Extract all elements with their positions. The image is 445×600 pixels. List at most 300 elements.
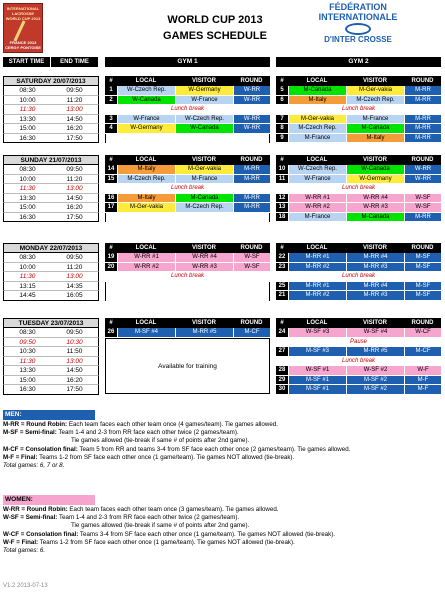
local-team: M-Ger-vakia bbox=[288, 115, 346, 124]
game-row bbox=[276, 175, 441, 185]
visitor-col: VISITOR bbox=[192, 320, 216, 326]
legend-line: Tie games allowed (tie-break if same # of points after 2nd game). bbox=[71, 437, 250, 445]
break-row: Lunch break bbox=[341, 106, 376, 112]
end-time: 09:50 bbox=[66, 254, 83, 261]
local-team: W-RR #2 bbox=[117, 263, 175, 272]
empty-slot bbox=[105, 291, 270, 301]
time-row bbox=[3, 328, 99, 338]
legend-line: W-CF = Consolation final: Teams 3-4 from SF face each other once (1 game/team). Tie games NOT allowed (tie-break). bbox=[3, 530, 335, 538]
round-label: M-RR bbox=[404, 115, 441, 124]
time-row bbox=[3, 124, 99, 134]
federation-line-1: FÉDÉRATION bbox=[329, 2, 387, 12]
visitor-team: M-France bbox=[175, 175, 233, 184]
game-number: 30 bbox=[276, 385, 288, 394]
game-number: 9 bbox=[276, 134, 288, 143]
round-col: ROUND bbox=[240, 320, 263, 326]
federation-line-2: INTERNATIONALE bbox=[318, 12, 398, 22]
times-header bbox=[3, 57, 99, 67]
visitor-col: VISITOR bbox=[363, 245, 387, 251]
local-col: LOCAL bbox=[135, 78, 157, 84]
time-row bbox=[3, 115, 99, 125]
local-col: LOCAL bbox=[306, 320, 328, 326]
local-team: W-SF #3 bbox=[288, 328, 346, 337]
time-row bbox=[3, 203, 99, 213]
end-time: 14:35 bbox=[66, 282, 83, 290]
visitor-team: M-RR #5 bbox=[346, 347, 404, 356]
round-label: M-RR bbox=[233, 175, 270, 184]
local-col: LOCAL bbox=[306, 245, 328, 251]
game-row bbox=[276, 165, 441, 175]
end-time: 14:50 bbox=[66, 194, 83, 202]
round-label: W-RR bbox=[233, 115, 270, 124]
start-time: 08:30 bbox=[19, 329, 36, 336]
round-label: W-SF bbox=[404, 194, 441, 203]
end-time: 09:50 bbox=[66, 166, 83, 173]
round-label: M-RR bbox=[404, 134, 441, 143]
round-label: W-RR bbox=[233, 86, 270, 95]
game-number: 23 bbox=[276, 263, 288, 272]
end-time: 09:50 bbox=[66, 87, 83, 94]
end-time: 11:50 bbox=[66, 348, 83, 355]
round-label: W-RR bbox=[404, 165, 441, 174]
local-team: M-Ger-vakia bbox=[117, 203, 175, 212]
gym1-column-header bbox=[105, 318, 270, 328]
game-number: 28 bbox=[276, 366, 288, 375]
end-time: 10:30 bbox=[66, 338, 83, 346]
local-team: W-France bbox=[288, 175, 346, 184]
local-team: W-Czech Rep. bbox=[288, 165, 346, 174]
end-time: 16:20 bbox=[66, 125, 83, 132]
break-row: Pause bbox=[349, 338, 367, 345]
lacrosse-stick-icon bbox=[13, 20, 25, 41]
break-row: Lunch break bbox=[170, 185, 205, 191]
game-number: 12 bbox=[276, 194, 288, 203]
num-col: # bbox=[109, 245, 113, 251]
local-team: M-RR #1 bbox=[288, 253, 346, 262]
end-time: 13:00 bbox=[66, 273, 83, 280]
end-time: 17:50 bbox=[66, 134, 83, 142]
round-label: M-CF bbox=[233, 328, 270, 337]
start-time: 15:00 bbox=[19, 204, 36, 211]
start-time: 15:00 bbox=[19, 125, 36, 132]
end-time: 09:50 bbox=[66, 329, 83, 336]
game-number: 20 bbox=[105, 263, 117, 272]
visitor-col: VISITOR bbox=[192, 245, 216, 251]
legend-line: W-F = Final: Teams 1-2 from SF face each other once (1 game/team). Tie games NOT allowed (tie-break). bbox=[3, 538, 295, 546]
game-number: 19 bbox=[105, 253, 117, 262]
end-time: 11:20 bbox=[66, 96, 83, 104]
visitor-team: W-France bbox=[175, 96, 233, 105]
day-title: SUNDAY 21/07/2013 bbox=[3, 155, 99, 165]
logo-left-top-text: INTERNATIONAL LACROSSE WORLD CUP 2013 bbox=[5, 6, 41, 21]
local-team: M-Czech Rep. bbox=[288, 124, 346, 133]
end-time: 16:20 bbox=[66, 204, 83, 211]
legend-line: M-CF = Consolation final: Team 5 from RR and teams 3-4 from SF face each other once (2 games/team). Tie games allowed. bbox=[3, 445, 351, 453]
local-team: M-RR #2 bbox=[288, 263, 346, 272]
visitor-team: M-RR #5 bbox=[175, 328, 233, 337]
game-number: 3 bbox=[105, 115, 117, 124]
visitor-team: W-RR #4 bbox=[346, 194, 404, 203]
end-time: 11:20 bbox=[66, 263, 83, 271]
game-row bbox=[276, 253, 441, 263]
start-time: 11:30 bbox=[19, 357, 36, 365]
game-row bbox=[105, 175, 270, 185]
game-number: 26 bbox=[105, 328, 117, 337]
game-row bbox=[276, 86, 441, 96]
legend-line: W-RR = Round Robin: Each team faces each other team once (3 games/team). Tie games allowed. bbox=[3, 506, 279, 513]
end-time: 16:20 bbox=[66, 376, 83, 384]
time-row bbox=[3, 175, 99, 185]
game-number: 16 bbox=[105, 194, 117, 203]
time-column bbox=[3, 243, 99, 301]
game-row bbox=[105, 328, 270, 338]
visitor-team: M-Ger-vakia bbox=[346, 86, 404, 95]
game-number: 2 bbox=[105, 96, 117, 105]
visitor-team: W-RR #4 bbox=[175, 253, 233, 262]
start-time: 11:30 bbox=[19, 106, 36, 113]
start-time: 13:15 bbox=[19, 282, 36, 290]
round-label: M-F bbox=[404, 385, 441, 394]
visitor-team: M-Canada bbox=[346, 124, 404, 133]
day-title: MONDAY 22/07/2013 bbox=[3, 243, 99, 253]
gym1-block bbox=[105, 155, 270, 222]
round-col: ROUND bbox=[411, 78, 434, 84]
visitor-team: M-Czech Rep. bbox=[346, 96, 404, 105]
start-time: 10:30 bbox=[19, 348, 36, 355]
game-row bbox=[276, 96, 441, 106]
round-label: M-SF bbox=[404, 291, 441, 300]
game-row bbox=[105, 194, 270, 204]
time-row bbox=[3, 366, 99, 376]
round-label: M-F bbox=[404, 376, 441, 385]
game-number: 25 bbox=[276, 282, 288, 291]
end-time: 14:50 bbox=[66, 115, 83, 123]
round-label: M-CF bbox=[404, 347, 441, 356]
training-note: Available for training bbox=[105, 338, 270, 394]
time-row bbox=[3, 165, 99, 175]
day-title: SATURDAY 20/07/2013 bbox=[3, 76, 99, 86]
round-col: ROUND bbox=[411, 157, 434, 163]
visitor-team: M-RR #3 bbox=[346, 263, 404, 272]
visitor-col: VISITOR bbox=[192, 157, 216, 163]
round-label: M-RR bbox=[404, 96, 441, 105]
gym2-header: GYM 2 bbox=[276, 57, 441, 67]
break-row: Lunch break bbox=[341, 273, 376, 279]
end-time: 17:50 bbox=[66, 213, 83, 221]
visitor-team: M-Ger-vakia bbox=[175, 165, 233, 174]
gym2-column-header bbox=[276, 243, 441, 253]
visitor-team: M-RR #4 bbox=[346, 253, 404, 262]
round-col: ROUND bbox=[240, 78, 263, 84]
visitor-team: M-Czech Rep. bbox=[175, 203, 233, 212]
gym2-block bbox=[276, 318, 441, 395]
round-label: M-SF bbox=[404, 253, 441, 262]
women-section-title: WOMEN: bbox=[3, 495, 95, 505]
legend-line: M-F = Final: Teams 1-2 from SF face each other once (1 game/team). Tie games NOT allowed (tie-break). bbox=[3, 453, 295, 461]
world-cup-logo bbox=[3, 3, 43, 53]
gym1-column-header bbox=[105, 155, 270, 165]
game-number: 22 bbox=[276, 253, 288, 262]
game-row bbox=[105, 86, 270, 96]
gym2-column-header bbox=[276, 155, 441, 165]
end-time: 14:50 bbox=[66, 367, 83, 374]
visitor-team: W-Canada bbox=[346, 165, 404, 174]
women-legend bbox=[3, 506, 443, 555]
local-col: LOCAL bbox=[135, 157, 157, 163]
game-number: 4 bbox=[105, 124, 117, 133]
gym1-block bbox=[105, 76, 270, 143]
time-column bbox=[3, 76, 99, 143]
game-number: 7 bbox=[276, 115, 288, 124]
title-line-1: WORLD CUP 2013 bbox=[167, 14, 263, 26]
visitor-team: W-Czech Rep. bbox=[175, 115, 233, 124]
start-time: 13:30 bbox=[19, 115, 36, 123]
round-col: ROUND bbox=[240, 157, 263, 163]
logo-left-bottom-text: FRANCE 2013 CERGY PONTOISE bbox=[5, 40, 41, 50]
time-row bbox=[3, 263, 99, 273]
num-col: # bbox=[109, 157, 113, 163]
empty-slot bbox=[105, 134, 270, 144]
visitor-team: W-Germany bbox=[175, 86, 233, 95]
start-time: 08:30 bbox=[19, 87, 36, 94]
round-label: W-RR bbox=[404, 175, 441, 184]
end-time: 16:05 bbox=[66, 292, 83, 299]
time-row bbox=[3, 194, 99, 204]
local-team: W-France bbox=[117, 115, 175, 124]
gym1-column-header bbox=[105, 76, 270, 86]
round-label: M-RR bbox=[404, 213, 441, 222]
round-label: W-RR bbox=[233, 124, 270, 133]
game-row bbox=[276, 263, 441, 273]
local-team: W-Germany bbox=[117, 124, 175, 133]
round-label: W-RR bbox=[233, 96, 270, 105]
gym1-header: GYM 1 bbox=[105, 57, 270, 67]
game-row bbox=[105, 115, 270, 125]
break-row: Lunch break bbox=[170, 273, 205, 279]
visitor-team: M-Canada bbox=[175, 194, 233, 203]
local-team: W-SF #1 bbox=[288, 366, 346, 375]
time-row bbox=[3, 291, 99, 301]
game-row bbox=[276, 291, 441, 301]
time-row bbox=[3, 272, 99, 282]
game-row bbox=[276, 366, 441, 376]
visitor-col: VISITOR bbox=[363, 157, 387, 163]
start-time: 11:30 bbox=[19, 185, 36, 192]
visitor-team: W-SF #4 bbox=[346, 328, 404, 337]
num-col: # bbox=[280, 157, 284, 163]
visitor-team: M-Canada bbox=[346, 213, 404, 222]
game-row bbox=[276, 347, 441, 357]
start-time: 10:00 bbox=[19, 96, 36, 104]
round-label: W-SF bbox=[404, 203, 441, 212]
game-number: 1 bbox=[105, 86, 117, 95]
time-row bbox=[3, 338, 99, 348]
end-time: 13:00 bbox=[66, 185, 83, 192]
local-team: W-RR #2 bbox=[288, 203, 346, 212]
local-team: M-France bbox=[288, 134, 346, 143]
local-col: LOCAL bbox=[135, 320, 157, 326]
legend-total: Total games: 6, 7 or 8. bbox=[3, 462, 65, 470]
men-legend bbox=[3, 421, 443, 470]
local-team: W-RR #1 bbox=[288, 194, 346, 203]
local-team: M-RR #1 bbox=[288, 282, 346, 291]
start-time: 08:30 bbox=[19, 166, 36, 173]
game-row bbox=[276, 203, 441, 213]
game-number: 24 bbox=[276, 328, 288, 337]
num-col: # bbox=[280, 78, 284, 84]
empty-slot bbox=[105, 213, 270, 223]
visitor-team: W-RR #3 bbox=[175, 263, 233, 272]
game-row bbox=[276, 376, 441, 386]
start-time: 16:30 bbox=[19, 213, 36, 221]
local-team: M-Czech Rep. bbox=[117, 175, 175, 184]
game-number: 18 bbox=[276, 213, 288, 222]
header bbox=[0, 0, 445, 60]
federation-logo bbox=[288, 2, 428, 52]
local-team: M-SF #3 bbox=[288, 347, 346, 356]
time-row bbox=[3, 357, 99, 367]
break-row: Lunch break bbox=[341, 357, 376, 364]
game-row bbox=[276, 328, 441, 338]
game-row bbox=[105, 253, 270, 263]
game-row bbox=[276, 124, 441, 134]
gym1-block bbox=[105, 318, 270, 394]
local-col: LOCAL bbox=[135, 245, 157, 251]
legend-line: M-SF = Semi-final: Team 1-4 and 2-3 from RR face each other twice (2 games/team). bbox=[3, 429, 239, 437]
local-col: LOCAL bbox=[306, 157, 328, 163]
visitor-col: VISITOR bbox=[192, 78, 216, 84]
start-time: 10:00 bbox=[19, 175, 36, 183]
num-col: # bbox=[109, 320, 113, 326]
local-team: M-Italy bbox=[117, 165, 175, 174]
start-time: 13:30 bbox=[19, 194, 36, 202]
local-team: M-France bbox=[288, 213, 346, 222]
time-row bbox=[3, 376, 99, 386]
break-row: Lunch break bbox=[341, 185, 376, 191]
game-number: 21 bbox=[276, 291, 288, 300]
round-col: ROUND bbox=[240, 245, 263, 251]
globe-icon bbox=[345, 23, 371, 35]
game-row bbox=[276, 134, 441, 144]
start-time: 08:30 bbox=[19, 254, 36, 261]
legend-line: W-SF = Semi-final: Team 1-4 and 2-3 from RR face each other twice (2 games/team). bbox=[3, 514, 240, 522]
gym1-block bbox=[105, 243, 270, 301]
end-time: 17:50 bbox=[66, 386, 83, 393]
end-time: 11:20 bbox=[66, 175, 83, 183]
visitor-team: M-France bbox=[346, 115, 404, 124]
game-row bbox=[276, 115, 441, 125]
end-time: 13:00 bbox=[66, 357, 83, 365]
empty-slot bbox=[105, 282, 270, 292]
game-number: 29 bbox=[276, 376, 288, 385]
local-col: LOCAL bbox=[306, 78, 328, 84]
round-col: ROUND bbox=[411, 245, 434, 251]
time-row bbox=[3, 184, 99, 194]
time-row bbox=[3, 253, 99, 263]
start-time: 09:50 bbox=[19, 338, 36, 346]
round-label: W-SF bbox=[233, 253, 270, 262]
time-row bbox=[3, 134, 99, 144]
local-team: M-SF #4 bbox=[117, 328, 175, 337]
game-row bbox=[105, 96, 270, 106]
round-label: M-RR bbox=[233, 194, 270, 203]
visitor-team: M-RR #4 bbox=[346, 282, 404, 291]
visitor-team: M-SF #2 bbox=[346, 376, 404, 385]
game-row bbox=[276, 282, 441, 292]
gym2-block bbox=[276, 155, 441, 222]
local-team: M-SF #1 bbox=[288, 385, 346, 394]
men-section-title: MEN: bbox=[3, 410, 95, 420]
game-row bbox=[105, 263, 270, 273]
round-col: ROUND bbox=[411, 320, 434, 326]
local-team: M-Italy bbox=[117, 194, 175, 203]
start-time: 16:30 bbox=[19, 134, 36, 142]
round-label: M-RR bbox=[233, 203, 270, 212]
game-number: 8 bbox=[276, 124, 288, 133]
start-time: 10:00 bbox=[19, 263, 36, 271]
visitor-col: VISITOR bbox=[363, 78, 387, 84]
visitor-team: W-SF #2 bbox=[346, 366, 404, 375]
legend-line: Tie games allowed (tie-break if same # of points after 2nd game). bbox=[71, 522, 250, 530]
round-label: M-RR bbox=[404, 124, 441, 133]
gym1-column-header bbox=[105, 243, 270, 253]
time-row bbox=[3, 282, 99, 292]
version-label: V1.2 2013-07-13 bbox=[3, 583, 48, 589]
local-team: W-Czech Rep. bbox=[117, 86, 175, 95]
time-row bbox=[3, 347, 99, 357]
visitor-team: M-Italy bbox=[346, 134, 404, 143]
time-column bbox=[3, 318, 99, 395]
round-label: W-SF bbox=[233, 263, 270, 272]
game-number: 11 bbox=[276, 175, 288, 184]
game-number: 17 bbox=[105, 203, 117, 212]
game-number: 5 bbox=[276, 86, 288, 95]
break-row: Lunch break bbox=[170, 106, 205, 112]
round-label: M-RR bbox=[404, 86, 441, 95]
start-time: 16:30 bbox=[19, 386, 36, 393]
game-number: 13 bbox=[276, 203, 288, 212]
local-team: W-Canada bbox=[117, 96, 175, 105]
round-label: W-CF bbox=[404, 328, 441, 337]
start-time: 14:45 bbox=[19, 292, 36, 299]
round-label: M-RR bbox=[233, 165, 270, 174]
federation-line-3: D'INTER CROSSE bbox=[324, 35, 392, 44]
end-time-header: END TIME bbox=[51, 57, 99, 67]
game-row bbox=[105, 124, 270, 134]
round-label: W-F bbox=[404, 366, 441, 375]
visitor-team: W-RR #3 bbox=[346, 203, 404, 212]
local-team: M-Italy bbox=[288, 96, 346, 105]
end-time: 13:00 bbox=[66, 106, 83, 113]
num-col: # bbox=[109, 78, 113, 84]
start-time: 15:00 bbox=[19, 376, 36, 384]
game-row bbox=[105, 203, 270, 213]
game-number: 6 bbox=[276, 96, 288, 105]
round-label: M-SF bbox=[404, 263, 441, 272]
time-row bbox=[3, 385, 99, 395]
num-col: # bbox=[280, 245, 284, 251]
game-row bbox=[276, 213, 441, 223]
gym2-block bbox=[276, 76, 441, 143]
visitor-team: W-Canada bbox=[175, 124, 233, 133]
game-number: 27 bbox=[276, 347, 288, 356]
local-team: M-RR #2 bbox=[288, 291, 346, 300]
start-time: 13:30 bbox=[19, 367, 36, 374]
time-row bbox=[3, 105, 99, 115]
num-col: # bbox=[280, 320, 284, 326]
gym2-column-header bbox=[276, 76, 441, 86]
legend-line: M-RR = Round Robin: Each team faces each other team once (4 games/team). Tie games allowed. bbox=[3, 421, 278, 428]
